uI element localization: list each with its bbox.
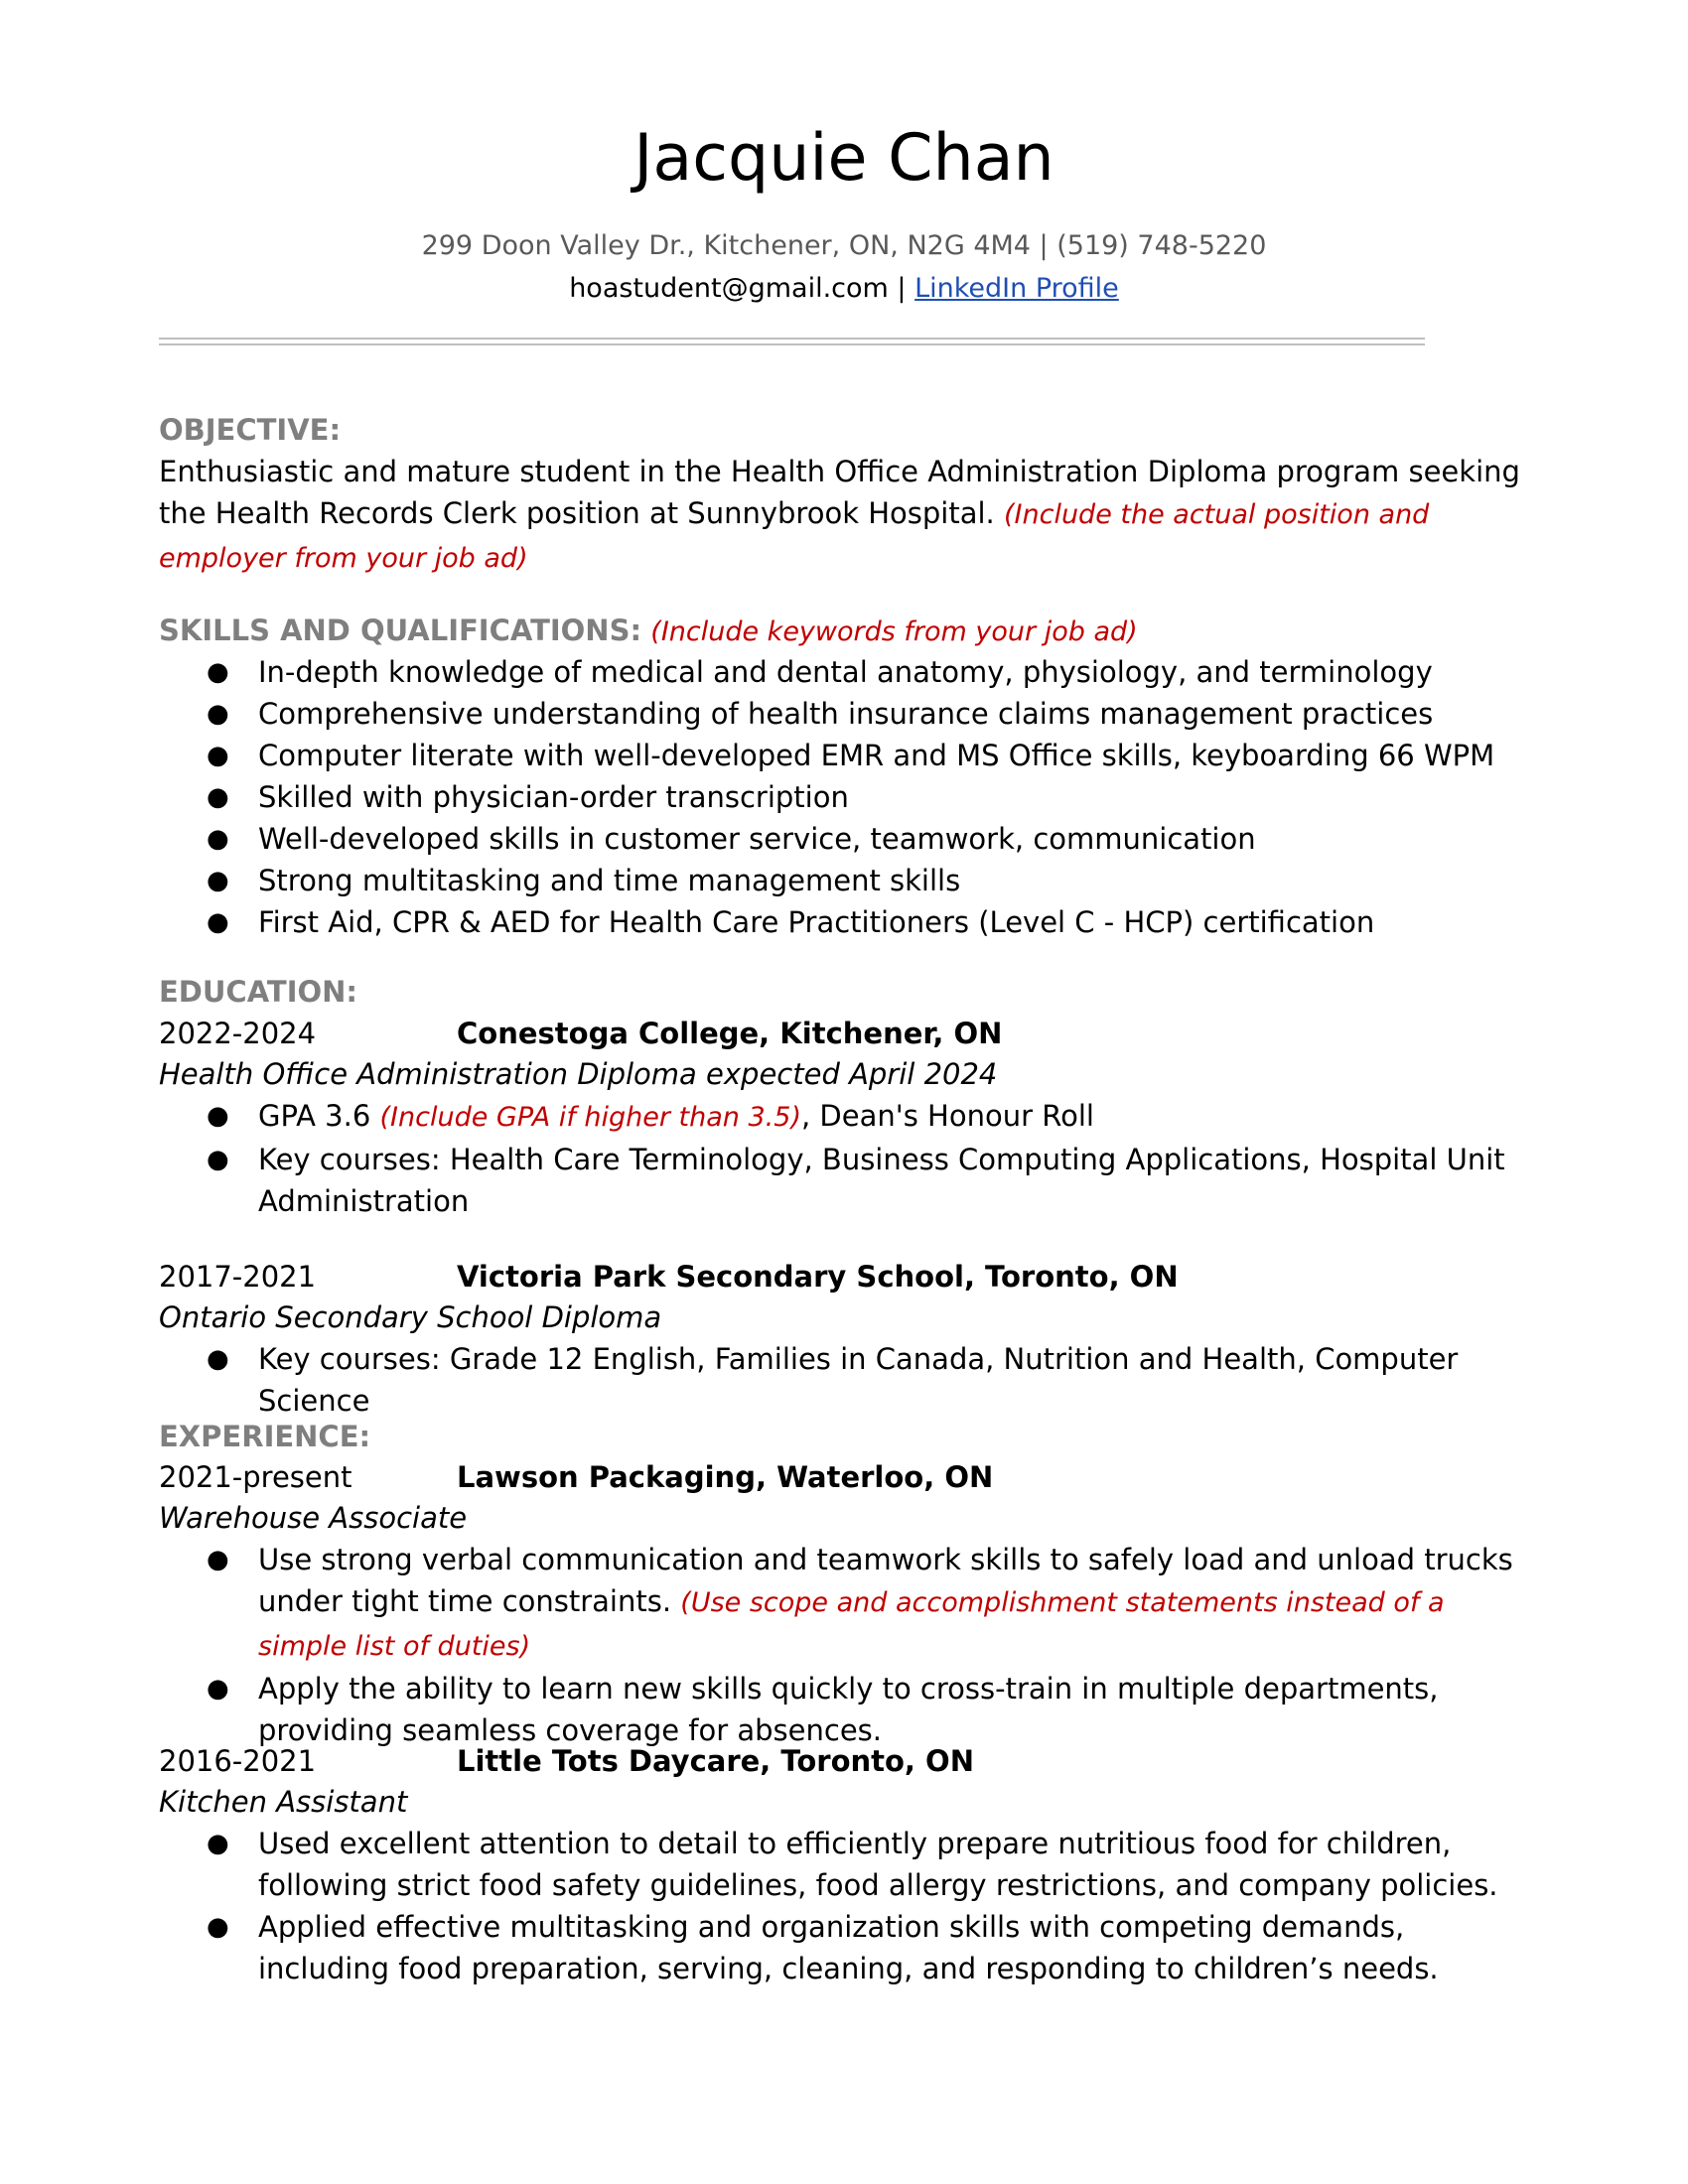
experience-2-list [159,1823,1539,1989]
bullet-icon: ● [207,782,229,812]
education-1-list [159,1095,1539,1222]
linkedin-link[interactable]: LinkedIn Profile [914,273,1119,304]
education-years: 2017-2021 [159,1260,317,1294]
education-years: 2022-2024 [159,1017,317,1050]
gpa-hint: (Include GPA if higher than 3.5) [379,1102,801,1133]
bullet-icon: ● [207,1545,229,1574]
address-line: 299 Doon Valley Dr., Kitchener, ON, N2G 4M4 | (519) 748-5220 [421,230,1267,261]
education-institution: Conestoga College, Kitchener, ON [457,1017,1003,1050]
list-item: ● Use strong verbal communication and teamwork skills to safely load and unload trucks under tight time constraints. (Use scope and accomplishment statements instead of a simple list of duties) [159,1539,1539,1668]
education-credential: Health Office Administration Diploma expected April 2024 [159,1057,998,1091]
bullet-icon: ● [207,1101,229,1131]
list-item: ● Key courses: Grade 12 English, Families in Canada, Nutrition and Health, Computer Science [159,1338,1539,1422]
education-institution: Victoria Park Secondary School, Toronto, ON [457,1260,1179,1294]
header-divider [159,338,1425,340]
education-heading: EDUCATION: [159,975,357,1009]
bullet-icon: ● [207,1829,229,1858]
bullet-icon: ● [207,699,229,729]
experience-title: Warehouse Associate [159,1501,468,1535]
skills-hint: (Include keywords from your job ad) [650,616,1138,647]
skills-list [159,651,1539,943]
bullet-icon: ● [207,1912,229,1942]
education-2-list [159,1338,1539,1422]
experience-employer: Little Tots Daycare, Toronto, ON [457,1744,974,1778]
objective-text: Enthusiastic and mature student in the Health Office Administration Diploma program seeking the Health Records Clerk position at Sunnybrook Hospital. [159,455,1520,530]
bullet-icon: ● [207,741,229,770]
objective-hint: (Include the actual position and employer from your job ad) [159,499,1430,574]
list-item: ● Used excellent attention to detail to efficiently prepare nutritious food for children, following strict food safety guidelines, food allergy restrictions, and company policies. [159,1823,1539,1906]
objective-body [159,451,1539,580]
skills-heading: SKILLS AND QUALIFICATIONS: [159,614,642,647]
objective-heading: OBJECTIVE: [159,413,342,447]
bullet-icon: ● [207,866,229,895]
experience-years: 2021-present [159,1460,352,1494]
bullet-icon: ● [207,657,229,687]
list-item: ● GPA 3.6 (Include GPA if higher than 3.5), Dean's Honour Roll [159,1095,1539,1139]
list-item: ● Well-developed skills in customer service, teamwork, communication [159,818,1539,860]
list-item: ● Strong multitasking and time management skills [159,860,1539,901]
email-text: hoastudent@gmail.com [569,273,889,304]
experience-hint: (Use scope and accomplishment statements instead of a simple list of duties) [258,1587,1445,1662]
education-credential: Ontario Secondary School Diploma [159,1300,662,1334]
list-item: ● Comprehensive understanding of health insurance claims management practices [159,693,1539,735]
list-item: ● First Aid, CPR & AED for Health Care Practitioners (Level C - HCP) certification [159,901,1539,943]
experience-1-list [159,1539,1539,1751]
education-heading-row [159,971,1539,1013]
list-item: ● Key courses: Health Care Terminology, Business Computing Applications, Hospital Unit Administration [159,1139,1539,1222]
experience-title: Kitchen Assistant [159,1785,408,1819]
experience-years: 2016-2021 [159,1744,317,1778]
experience-heading: EXPERIENCE: [159,1420,371,1453]
header-divider-2 [159,343,1425,345]
list-item: ● Apply the ability to learn new skills quickly to cross-train in multiple departments, providing seamless coverage for absences. [159,1668,1539,1751]
bullet-icon: ● [207,1674,229,1704]
skills-heading-row [159,610,1539,653]
contact-separator: | [888,273,915,304]
list-item: ● In-depth knowledge of medical and dental anatomy, physiology, and terminology [159,651,1539,693]
email-line [0,269,1688,309]
bullet-icon: ● [207,1344,229,1374]
experience-heading-row [159,1416,1539,1457]
candidate-name: Jacquie Chan [633,121,1055,196]
bullet-icon: ● [207,1145,229,1174]
list-item: ● Skilled with physician-order transcription [159,776,1539,818]
bullet-icon: ● [207,824,229,854]
experience-employer: Lawson Packaging, Waterloo, ON [457,1460,994,1494]
list-item: ● Computer literate with well-developed EMR and MS Office skills, keyboarding 66 WPM [159,735,1539,776]
bullet-icon: ● [207,907,229,937]
list-item: ● Applied effective multitasking and organization skills with competing demands, including food preparation, serving, cleaning, and responding to children’s needs. [159,1906,1539,1989]
objective-section [159,409,1539,580]
